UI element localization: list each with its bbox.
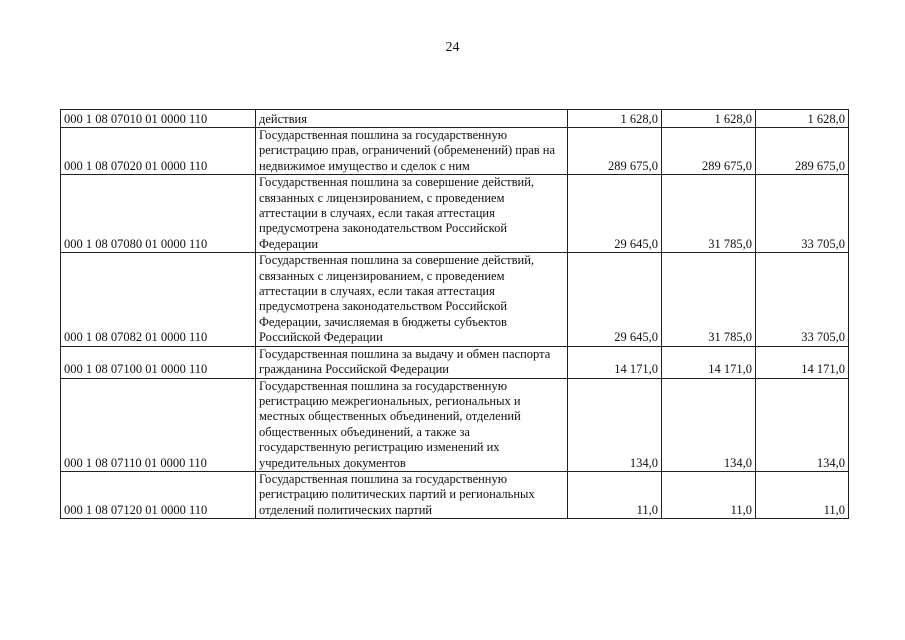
value-year-2: 14 171,0: [662, 346, 756, 378]
value-year-2: 289 675,0: [662, 128, 756, 175]
budget-code: 000 1 08 07020 01 0000 110: [61, 128, 256, 175]
table-row: [61, 110, 849, 128]
page-number: 24: [445, 40, 460, 55]
value-year-1: 29 645,0: [568, 175, 662, 253]
value-year-2: 134,0: [662, 378, 756, 471]
value-year-3: 1 628,0: [756, 110, 849, 128]
revenue-name: действия: [256, 110, 568, 128]
value-year-3: 33 705,0: [756, 253, 849, 346]
budget-code: 000 1 08 07120 01 0000 110: [61, 471, 256, 518]
value-year-2: 31 785,0: [662, 175, 756, 253]
revenue-name: Государственная пошлина за государственную регистрацию прав, ограничений (обременений) прав на недвижимое имущество и сделок с ним: [256, 128, 568, 175]
value-year-1: 11,0: [568, 471, 662, 518]
value-year-1: 134,0: [568, 378, 662, 471]
revenue-name: Государственная пошлина за государственную регистрацию политических партий и региональных отделений политических партий: [256, 471, 568, 518]
table-row: [61, 175, 849, 253]
table-row: [61, 128, 849, 175]
budget-code: 000 1 08 07110 01 0000 110: [61, 378, 256, 471]
table-row: [61, 471, 849, 518]
table-row: [61, 346, 849, 378]
budget-code: 000 1 08 07100 01 0000 110: [61, 346, 256, 378]
value-year-1: 289 675,0: [568, 128, 662, 175]
budget-code: 000 1 08 07080 01 0000 110: [61, 175, 256, 253]
revenue-name: Государственная пошлина за совершение действий, связанных с лицензированием, с проведением аттестации в случаях, если такая аттестация предусмотрена законодательством Российской Федерации: [256, 175, 568, 253]
budget-code: 000 1 08 07010 01 0000 110: [61, 110, 256, 128]
value-year-3: 289 675,0: [756, 128, 849, 175]
budget-code: 000 1 08 07082 01 0000 110: [61, 253, 256, 346]
value-year-1: 29 645,0: [568, 253, 662, 346]
revenue-table: [60, 109, 849, 519]
value-year-2: 11,0: [662, 471, 756, 518]
value-year-3: 14 171,0: [756, 346, 849, 378]
table-row: [61, 378, 849, 471]
value-year-3: 11,0: [756, 471, 849, 518]
revenue-name: Государственная пошлина за совершение действий, связанных с лицензированием, с проведением аттестации в случаях, если такая аттестация предусмотрена законодательством Российской Федерации, зачисляемая в бюджеты субъектов Российской Федерации: [256, 253, 568, 346]
revenue-name: Государственная пошлина за государственную регистрацию межрегиональных, региональных и местных общественных объединений, отделений общественных объединений, а также за государственную регистрацию изменений их учредительных документов: [256, 378, 568, 471]
value-year-2: 31 785,0: [662, 253, 756, 346]
table-row: [61, 253, 849, 346]
value-year-1: 1 628,0: [568, 110, 662, 128]
revenue-name: Государственная пошлина за выдачу и обмен паспорта гражданина Российской Федерации: [256, 346, 568, 378]
value-year-3: 134,0: [756, 378, 849, 471]
value-year-2: 1 628,0: [662, 110, 756, 128]
value-year-3: 33 705,0: [756, 175, 849, 253]
value-year-1: 14 171,0: [568, 346, 662, 378]
